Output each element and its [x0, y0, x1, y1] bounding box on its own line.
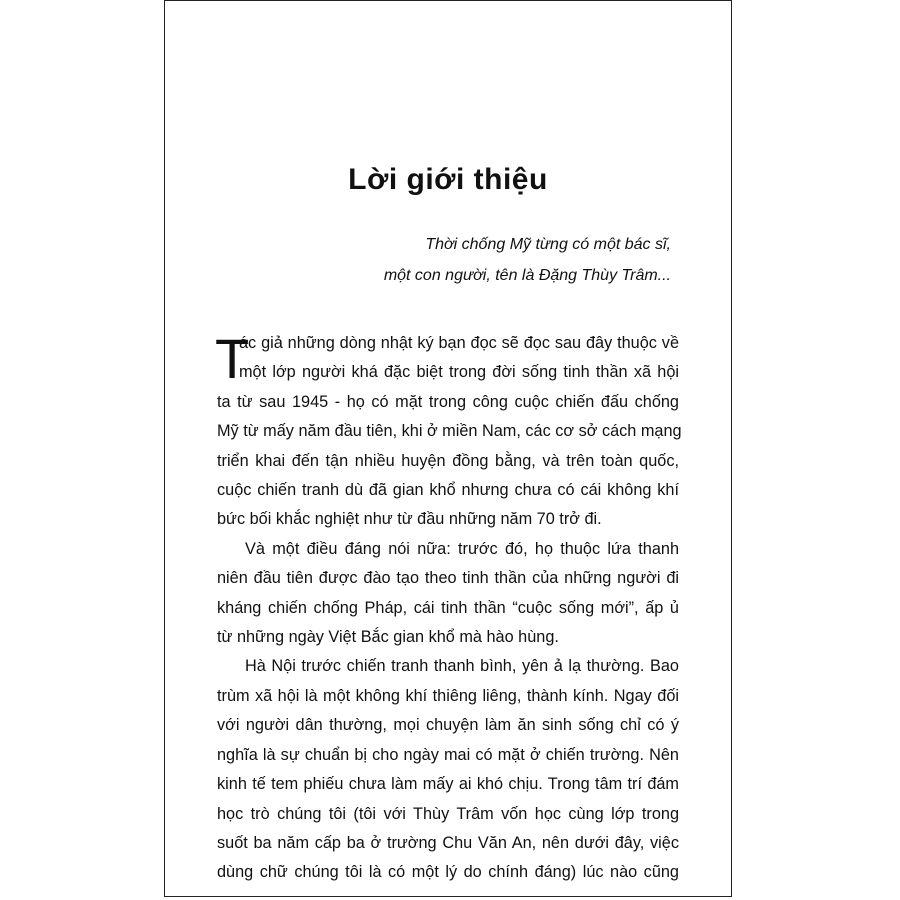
text-line: cuộc chiến tranh dù đã gian khổ nhưng chưa có cái không khí [217, 481, 679, 500]
text-line: học trò chúng tôi (tôi với Thùy Trâm vốn học cùng lớp trong [217, 804, 679, 823]
drop-cap: T [215, 327, 250, 390]
text-line: Mỹ từ mấy năm đầu tiên, khi ở miền Nam, các cơ sở cách mạng [217, 422, 682, 441]
text-line: nghĩa là sự chuẩn bị cho ngày mai có mặt ở chiến trường. Nên [217, 745, 679, 764]
epigraph-line: Thời chống Mỹ từng có một bác sĩ, [425, 236, 671, 253]
epigraph [384, 229, 671, 291]
text-line: với người dân thường, mọi chuyện làm ăn sinh sống chỉ có ý [217, 716, 679, 735]
text-line: trùm xã hội là một không khí thiêng liêng, thành kính. Ngay đối [217, 686, 679, 705]
text-line: từ những ngày Việt Bắc gian khổ mà hào hùng. [217, 628, 559, 647]
epigraph-line: một con người, tên là Đặng Thùy Trâm... [383, 267, 671, 284]
text-line: ta từ sau 1945 - họ có mặt trong công cuộc chiến đấu chống [217, 392, 679, 411]
text-line: suốt ba năm cấp ba ở trường Chu Văn An, nên dưới đây, việc [217, 833, 679, 852]
text-line: một lớp người khá đặc biệt trong đời sống tinh thần xã hội [239, 363, 679, 382]
body-text [215, 327, 682, 888]
text-line: Hà Nội trước chiến tranh thanh bình, yên ả lạ thường. Bao [245, 657, 679, 676]
text-line: ác giả những dòng nhật ký bạn đọc sẽ đọc sau đây thuộc về [239, 334, 679, 352]
text-line: niên đầu tiên được đào tạo theo tinh thần của những người đi [217, 569, 679, 588]
page-title: Lời giới thiệu [348, 163, 548, 196]
text-line: Và một điều đáng nói nữa: trước đó, họ thuộc lứa thanh [245, 539, 679, 558]
text-line: bức bối khắc nghiệt như từ đầu những năm 70 trở đi. [217, 510, 602, 529]
text-line: kinh tế tem phiếu chưa làm mấy ai khó chịu. Trong tâm trí đám [217, 775, 679, 794]
text-line: kháng chiến chống Pháp, cái tinh thần “cuộc sống mới”, ấp ủ [217, 598, 679, 617]
text-line: dùng chữ chúng tôi là có một lý do chính đáng) lúc nào cũng [217, 863, 679, 882]
text-line: triển khai đến tận nhiều huyện đồng bằng, và trên toàn quốc, [217, 451, 679, 470]
book-page [164, 0, 732, 897]
